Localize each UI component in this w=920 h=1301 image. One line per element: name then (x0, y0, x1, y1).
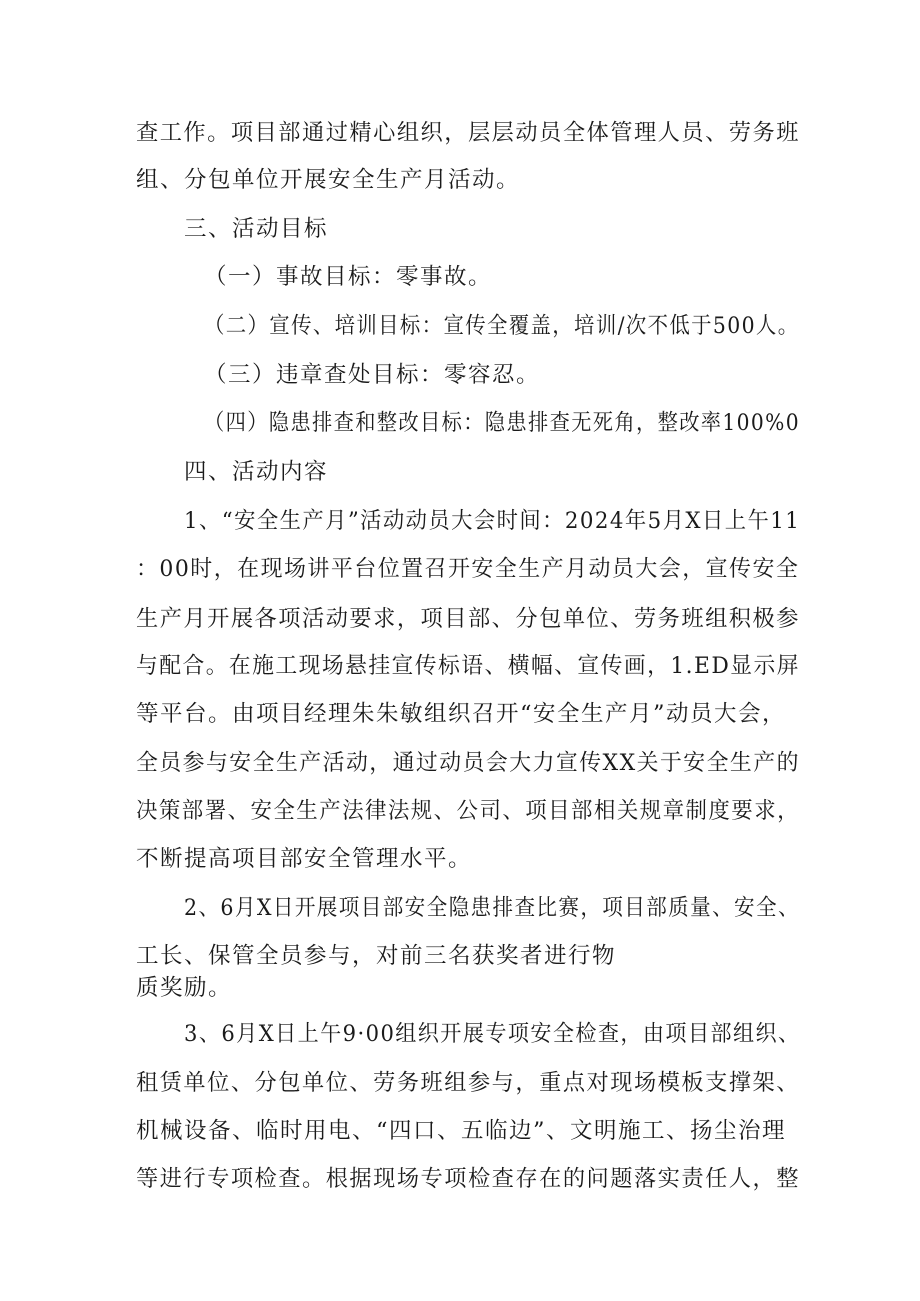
body-line-9: 1、“安全生产月”活动动员大会时间：2024年5月X日上午11 (184, 508, 801, 534)
section-heading-goals: 三、活动目标 (184, 216, 329, 242)
body-line-19: 质奖励。 (136, 975, 233, 1001)
body-line-23: 等进行专项检查。根据现场专项检查存在的问题落实责任人，整 (136, 1166, 800, 1192)
goal-item-1: （一）事故目标：零事故。 (204, 264, 493, 290)
body-line-15: 决策部署、安全生产法律法规、公司、项目部相关规章制度要求， (136, 798, 800, 824)
body-line-18: 工长、保管全员参与，对前三名获奖者进行物 (136, 943, 617, 969)
body-line-2: 组、分包单位开展安全生产月活动。 (136, 167, 521, 193)
body-line-22: 机械设备、临时用电、“四口、五临边”、文明施工、扬尘治理 (136, 1118, 787, 1144)
body-line-21: 租赁单位、分包单位、劳务班组参与，重点对现场模板支撑架、 (136, 1070, 800, 1096)
body-line-20: 3、6月X日上午9·00组织开展专项安全检查，由项目部组织、 (184, 1021, 801, 1047)
body-line-11: 生产月开展各项活动要求，项目部、分包单位、劳务班组积极参 (136, 606, 800, 632)
body-line-1: 查工作。项目部通过精心组织，层层动员全体管理人员、劳务班 (136, 120, 800, 146)
body-line-14: 全员参与安全生产活动，通过动员会大力宣传XX关于安全生产的 (136, 750, 800, 776)
body-line-13: 等平台。由项目经理朱朱敏组织召开“安全生产月”动员大会， (136, 701, 787, 727)
goal-item-3: （三）违章查处目标：零容忍。 (204, 362, 541, 388)
body-line-17: 2、6月X日开展项目部安全隐患排查比赛，项目部质量、安全、 (184, 895, 800, 921)
goal-item-2: （二）宣传、培训目标：宣传全覆盖，培训/次不低于500人。 (204, 313, 800, 339)
goal-item-4: （四）隐患排查和整改目标：隐患排查无死角，整改率100%0 (204, 410, 800, 436)
body-line-10: ：00时，在现场讲平台位置召开安全生产月动员大会，宣传安全 (136, 556, 800, 582)
section-heading-content: 四、活动内容 (184, 459, 329, 485)
body-line-12: 与配合。在施工现场悬挂宣传标语、横幅、宣传画，1.ED显示屏 (136, 653, 800, 679)
body-line-16: 不断提高项目部安全管理水平。 (136, 846, 473, 872)
